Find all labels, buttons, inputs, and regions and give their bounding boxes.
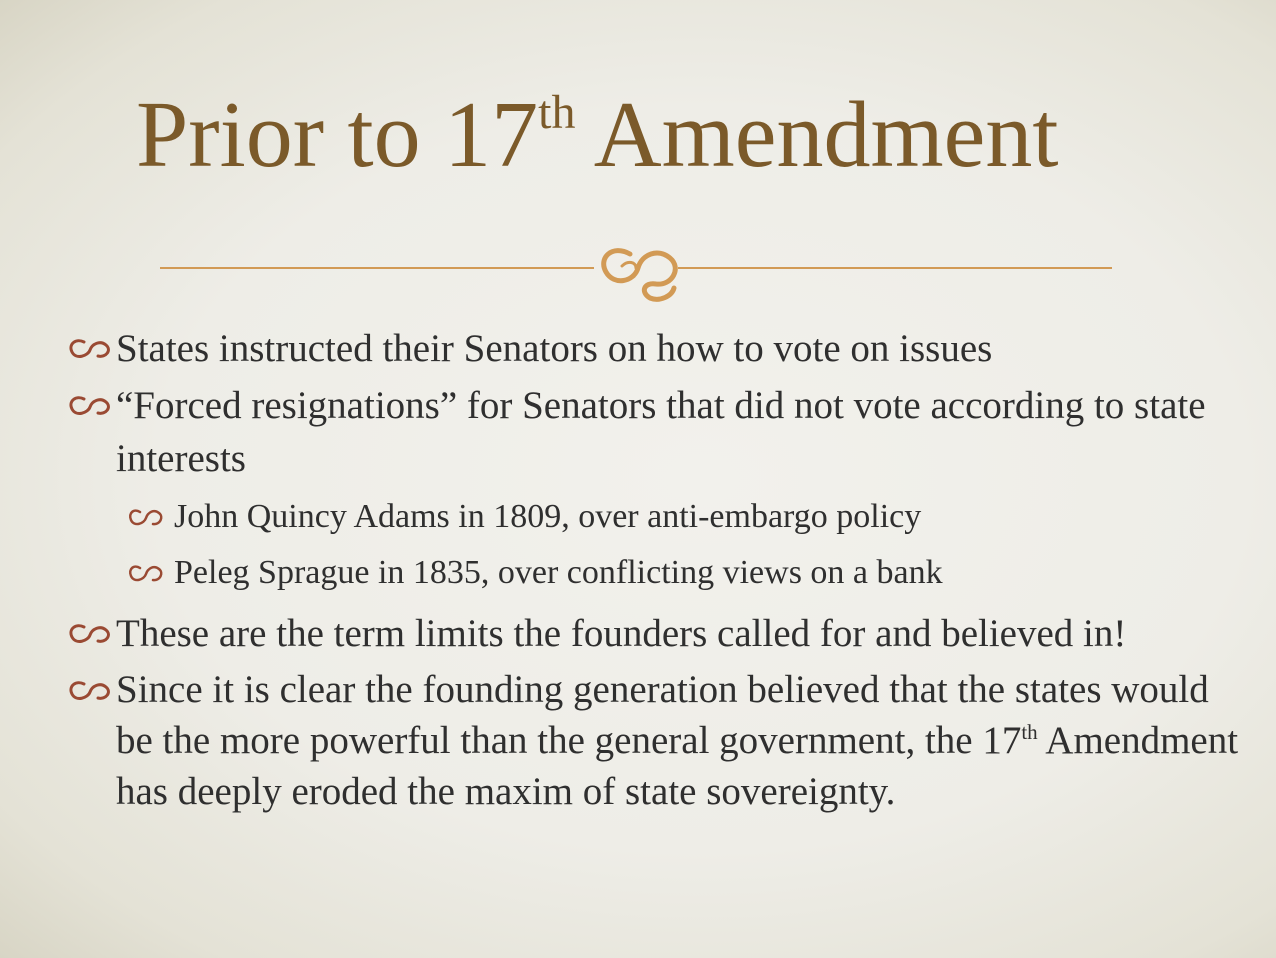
- flourish-bullet-icon: [66, 621, 112, 647]
- list-item: [66, 379, 1246, 485]
- bullet-text: Since it is clear the founding generation believed that the states would be the more powerful than the general government, the 17: [116, 668, 1209, 762]
- slide-title: [136, 83, 1059, 187]
- title-tail: Amendment: [575, 83, 1059, 187]
- flourish-bullet-icon: [126, 562, 164, 586]
- subbullet-text: John Quincy Adams in 1809, over anti-embargo policy: [174, 498, 922, 535]
- flourish-bullet-icon: [66, 393, 112, 419]
- flourish-bullet-icon: [66, 678, 112, 704]
- list-subitem: [126, 489, 1246, 545]
- bullet-text-tail: Amendment has deeply eroded the maxim of state sovereignty.: [116, 719, 1239, 813]
- title-text: Prior to 17: [136, 83, 539, 187]
- list-subitem: [126, 545, 1246, 601]
- flourish-bullet-icon: [126, 506, 164, 530]
- flourish-ornament-icon: [160, 236, 1112, 302]
- list-item: [66, 607, 1246, 660]
- flourish-bullet-icon: [66, 336, 112, 362]
- title-superscript: th: [538, 85, 576, 139]
- subbullet-text: Peleg Sprague in 1835, over conflicting views on a bank: [174, 554, 943, 591]
- bullet-text: States instructed their Senators on how to vote on issues: [116, 327, 993, 370]
- bullet-text: “Forced resignations” for Senators that did not vote according to state interests: [116, 384, 1206, 480]
- bullet-text: These are the term limits the founders called for and believed in!: [116, 612, 1127, 655]
- list-item: [66, 322, 1246, 375]
- list-item: [66, 664, 1246, 817]
- bullet-list: [66, 322, 1246, 821]
- bullet-superscript: th: [1021, 720, 1038, 744]
